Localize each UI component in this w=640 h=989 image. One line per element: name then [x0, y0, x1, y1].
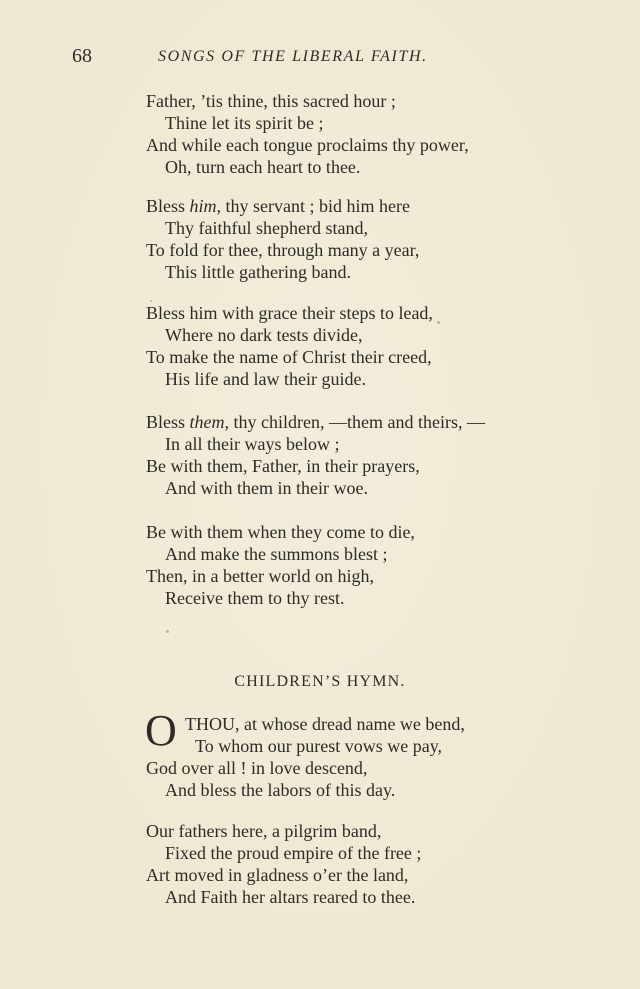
poem-line: Art moved in gladness o’er the land,	[146, 865, 409, 885]
italic-emphasis: them,	[189, 412, 230, 432]
poem-line: THOU, at whose dread name we bend,	[185, 714, 465, 734]
poem-line: Then, in a better world on high,	[146, 566, 374, 586]
poem-line: Fixed the proud empire of the free ;	[165, 843, 422, 863]
poem-line: To fold for thee, through many a year,	[146, 240, 420, 260]
poem-line: To make the name of Christ their creed,	[146, 347, 432, 367]
poem-line: And Faith her altars reared to thee.	[165, 887, 416, 907]
line-text: Bless	[146, 196, 190, 216]
poem-line: In all their ways below ;	[165, 434, 340, 454]
poem-line: And while each tongue proclaims thy power,	[146, 135, 469, 155]
poem-line: Bless him with grace their steps to lead,	[146, 303, 433, 323]
poem-line: Thine let its spirit be ;	[165, 113, 324, 133]
poem-line: God over all ! in love descend,	[146, 758, 368, 778]
line-text: Bless	[146, 412, 190, 432]
poem-line: To whom our purest vows we pay,	[195, 736, 443, 756]
poem-line: Receive them to thy rest.	[165, 588, 345, 608]
hymn-title: CHILDREN’S HYMN.	[234, 673, 406, 690]
poem-line: Be with them, Father, in their prayers,	[146, 456, 420, 476]
poem-line: This little gathering band.	[165, 262, 351, 282]
poem-line: Be with them when they come to die,	[146, 522, 415, 542]
line-text: thy servant ; bid him here	[221, 196, 410, 216]
poem-line	[146, 411, 485, 433]
line-text: thy children, —them and theirs, —	[229, 412, 485, 432]
poem-line	[146, 195, 410, 217]
paper-speck	[437, 321, 440, 324]
poem-line: Where no dark tests divide,	[165, 325, 363, 345]
poem-line: His life and law their guide.	[165, 369, 366, 389]
poem-line: And bless the labors of this day.	[165, 780, 396, 800]
poem-line: Father, ’tis thine, this sacred hour ;	[146, 91, 396, 111]
paper-speck	[166, 630, 169, 633]
poem-line: Thy faithful shepherd stand,	[165, 218, 368, 238]
page-number: 68	[72, 45, 92, 67]
italic-emphasis: him,	[189, 196, 222, 216]
poem-line: Our fathers here, a pilgrim band,	[146, 821, 382, 841]
poem-line: Oh, turn each heart to thee.	[165, 157, 361, 177]
page-header	[0, 44, 640, 72]
poem-line: And with them in their woe.	[165, 478, 368, 498]
poem-line: And make the summons blest ;	[165, 544, 388, 564]
running-head: SONGS OF THE LIBERAL FAITH.	[158, 48, 428, 65]
paper-speck	[150, 300, 152, 302]
drop-cap: O	[145, 706, 177, 755]
